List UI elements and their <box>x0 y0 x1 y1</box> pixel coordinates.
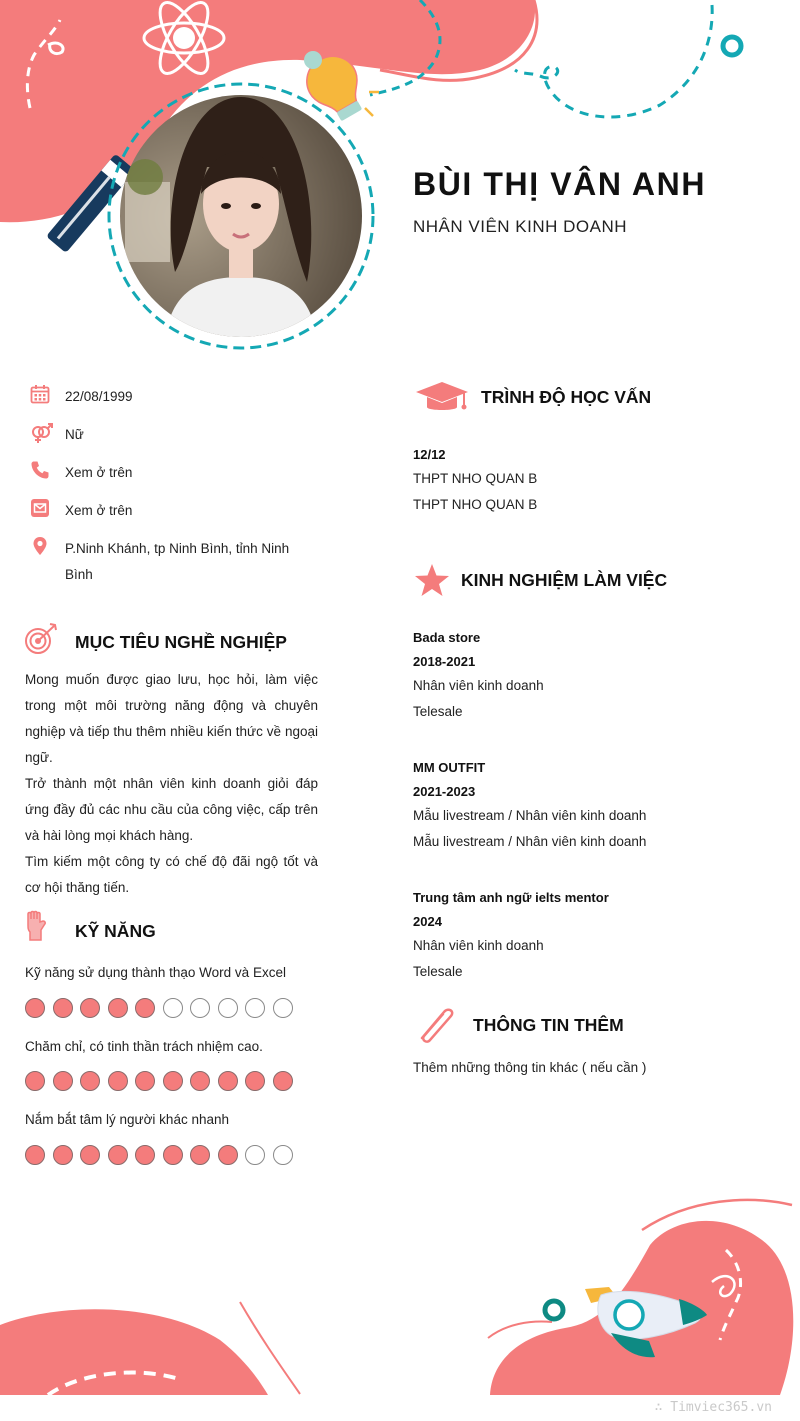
objective-text <box>25 667 318 901</box>
rating-dot-filled <box>80 1071 100 1091</box>
rating-dot-empty <box>273 1145 293 1165</box>
objective-paragraph: Trở thành một nhân viên kinh doanh giỏi đáp ứng đầy đủ các nhu cầu của công việc, cấp trên và hài lòng mọi khách hàng. <box>25 776 318 843</box>
gender-icon <box>30 422 54 444</box>
rating-dot-empty <box>190 998 210 1018</box>
rating-dot-filled <box>135 1071 155 1091</box>
rating-dot-empty <box>218 998 238 1018</box>
rating-dot-filled <box>80 998 100 1018</box>
watermark: ∴ Timviec365.vn <box>654 1400 772 1415</box>
rating-dot-filled <box>163 1071 183 1091</box>
calendar-icon <box>30 384 50 404</box>
star-icon <box>414 563 450 597</box>
additional-text: Thêm những thông tin khác ( nếu cần ) <box>413 1060 647 1075</box>
skill-label: Nắm bắt tâm lý người khác nhanh <box>25 1112 229 1127</box>
email-text: Xem ở trên <box>65 503 133 518</box>
education-title: TRÌNH ĐỘ HỌC VẤN <box>481 387 652 407</box>
birthday-text: 22/08/1999 <box>65 389 133 404</box>
rating-dot-filled <box>25 998 45 1018</box>
location-pin-icon <box>30 536 50 556</box>
rating-dot-filled <box>53 998 73 1018</box>
rating-dot-empty <box>163 998 183 1018</box>
skill-rating <box>25 1071 293 1093</box>
exp-period: 2024 <box>413 914 442 929</box>
profile-photo <box>105 82 377 352</box>
rating-dot-empty <box>273 998 293 1018</box>
experience-title: KINH NGHIỆM LÀM VIỆC <box>461 570 668 590</box>
fist-icon <box>25 910 47 942</box>
rating-dot-filled <box>190 1071 210 1091</box>
phone-text: Xem ở trên <box>65 465 133 480</box>
rating-dot-filled <box>245 1071 265 1091</box>
exp-description: Telesale <box>413 704 463 719</box>
exp-company: Bada store <box>413 630 481 645</box>
exp-position: Mẫu livestream / Nhân viên kinh doanh <box>413 808 647 823</box>
rating-dot-filled <box>53 1145 73 1165</box>
phone-icon <box>30 460 50 480</box>
exp-description: Mẫu livestream / Nhân viên kinh doanh <box>413 834 647 849</box>
rating-dot-filled <box>190 1145 210 1165</box>
rating-dot-filled <box>135 1145 155 1165</box>
rating-dot-filled <box>25 1071 45 1091</box>
rocket-icon <box>583 1285 713 1375</box>
target-icon <box>24 622 60 656</box>
exp-description: Telesale <box>413 964 463 979</box>
skill-rating <box>25 998 293 1020</box>
email-icon <box>30 498 50 518</box>
address-text: P.Ninh Khánh, tp Ninh Bình, tỉnh Ninh Bình <box>65 541 290 582</box>
education-level: 12/12 <box>413 447 446 462</box>
atom-icon <box>140 0 228 84</box>
rating-dot-filled <box>135 998 155 1018</box>
skill-rating <box>25 1145 293 1167</box>
objective-title: MỤC TIÊU NGHỀ NGHIỆP <box>75 632 287 652</box>
additional-title: THÔNG TIN THÊM <box>473 1015 624 1035</box>
gender-text: Nữ <box>65 427 84 442</box>
exp-company: Trung tâm anh ngữ ielts mentor <box>413 890 609 905</box>
rating-dot-filled <box>273 1071 293 1091</box>
skills-title: KỸ NĂNG <box>75 921 156 941</box>
exp-position: Nhân viên kinh doanh <box>413 678 544 693</box>
skill-label: Kỹ năng sử dụng thành thạo Word và Excel <box>25 965 286 980</box>
rating-dot-filled <box>218 1071 238 1091</box>
rating-dot-filled <box>108 1145 128 1165</box>
exp-period: 2021-2023 <box>413 784 476 799</box>
candidate-name: BÙI THỊ VÂN ANH <box>413 166 707 202</box>
rating-dot-empty <box>245 1145 265 1165</box>
objective-paragraph: Tìm kiếm một công ty có chế độ đãi ngộ tốt và cơ hội thăng tiến. <box>25 854 318 895</box>
objective-paragraph: Mong muốn được giao lưu, học hỏi, làm việc trong một môi trường năng động và chuyên nghiệp và tiếp thu thêm nhiều kiến thức về ngoại ngữ. <box>25 672 318 765</box>
rating-dot-filled <box>218 1145 238 1165</box>
rating-dot-empty <box>245 998 265 1018</box>
skill-label: Chăm chỉ, có tinh thần trách nhiệm cao. <box>25 1039 263 1054</box>
rating-dot-filled <box>25 1145 45 1165</box>
exp-company: MM OUTFIT <box>413 760 486 775</box>
exp-position: Nhân viên kinh doanh <box>413 938 544 953</box>
exp-period: 2018-2021 <box>413 654 476 669</box>
paperclip-icon <box>414 1004 458 1046</box>
rating-dot-filled <box>80 1145 100 1165</box>
rating-dot-filled <box>108 1071 128 1091</box>
education-school: THPT NHO QUAN B <box>413 471 538 486</box>
rating-dot-filled <box>108 998 128 1018</box>
graduation-cap-icon <box>414 380 470 414</box>
education-detail: THPT NHO QUAN B <box>413 497 538 512</box>
rating-dot-filled <box>163 1145 183 1165</box>
rating-dot-filled <box>53 1071 73 1091</box>
job-title: NHÂN VIÊN KINH DOANH <box>413 217 628 236</box>
